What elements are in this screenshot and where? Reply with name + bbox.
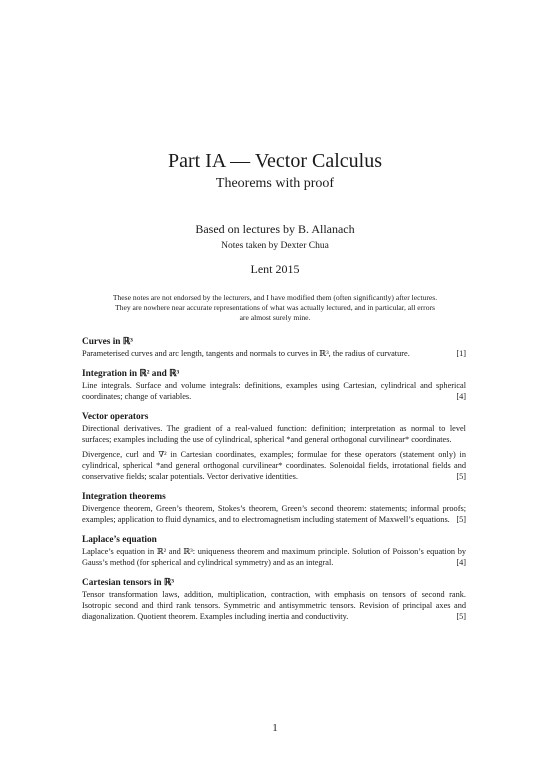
paragraph-text: Line integrals. Surface and volume integrals: definitions, examples using Cartesian, cylindrical and spherical coordinates; change of variables. bbox=[82, 381, 466, 401]
section-body bbox=[82, 423, 466, 482]
notes-by-line: Notes taken by Dexter Chua bbox=[221, 241, 329, 251]
section-curves bbox=[82, 336, 466, 359]
lecture-count: [5] bbox=[456, 515, 466, 524]
term-line: Lent 2015 bbox=[250, 262, 300, 276]
lecture-count: [4] bbox=[456, 558, 466, 567]
section-paragraph bbox=[82, 546, 466, 568]
section-title: Integration in ℝ² and ℝ³ bbox=[82, 369, 180, 379]
paragraph-text: Divergence, curl and ∇² in Cartesian coordinates, examples; formulae for these operators (statement only) in cylindrical, spherical *and general orthogonal curvilinear* coordinates. Solenoidal fields, irrotational fields and conservative fields; scalar potentials. Vector derivative identities. bbox=[82, 450, 466, 481]
section-paragraph bbox=[82, 423, 466, 445]
disclaimer: These notes are not endorsed by the lecturers, and I have modified them (often significantly) after lectures. They are nowhere near accurate representations of what was actually lectured, and in particular, all errors are almost surely mine. bbox=[112, 293, 438, 322]
section-title: Cartesian tensors in ℝ³ bbox=[82, 578, 175, 588]
syllabus-sections bbox=[82, 336, 466, 631]
page-number: 1 bbox=[272, 722, 278, 734]
section-integration bbox=[82, 368, 466, 402]
lecturer-line: Based on lectures by B. Allanach bbox=[195, 222, 355, 236]
paragraph-text: Divergence theorem, Green’s theorem, Stokes’s theorem, Green’s second theorem: statements; informal proofs; examples; application to fluid dynamics, and to electromagnetism including statement of Maxwell’s equations. bbox=[82, 504, 466, 524]
section-laplace bbox=[82, 534, 466, 568]
section-body bbox=[82, 380, 466, 402]
section-body bbox=[82, 348, 466, 359]
section-vector-operators bbox=[82, 411, 466, 482]
section-body bbox=[82, 589, 466, 622]
section-integration-theorems bbox=[82, 491, 466, 525]
doc-title: Part IA — Vector Calculus bbox=[167, 150, 383, 172]
paragraph-text: Parameterised curves and arc length, tangents and normals to curves in ℝ³, the radius of curvature. bbox=[82, 349, 410, 358]
section-tensors bbox=[82, 577, 466, 622]
section-paragraph bbox=[82, 380, 466, 402]
paragraph-text: Directional derivatives. The gradient of a real-valued function: definition; interpretation as normal to level surfaces; examples including the use of cylindrical, spherical *and general orthogonal curvilinear* coordinates. bbox=[82, 424, 466, 444]
section-body bbox=[82, 546, 466, 568]
doc-subtitle: Theorems with proof bbox=[215, 176, 335, 191]
section-paragraph bbox=[82, 449, 466, 482]
section-title: Curves in ℝ³ bbox=[82, 337, 133, 347]
lecture-count: [4] bbox=[456, 392, 466, 401]
paragraph-text: Laplace’s equation in ℝ² and ℝ³: uniqueness theorem and maximum principle. Solution of Poisson’s equation by Gauss’s method (for spherical and cylindrical symmetry) and as an integral. bbox=[82, 547, 466, 567]
section-title: Vector operators bbox=[82, 412, 149, 422]
section-paragraph bbox=[82, 589, 466, 622]
paragraph-text: Tensor transformation laws, addition, multiplication, contraction, with emphasis on tensors of second rank. Isotropic second and third rank tensors. Symmetric and antisymmetric tensors. Revision of principal axes and diagonalization. Quotient theorem. Examples including inertia and conductivity. bbox=[82, 590, 466, 621]
section-body bbox=[82, 503, 466, 525]
lecture-count: [1] bbox=[456, 349, 466, 358]
section-title: Laplace’s equation bbox=[82, 535, 157, 545]
section-paragraph bbox=[82, 503, 466, 525]
section-paragraph bbox=[82, 348, 466, 359]
lecture-count: [5] bbox=[456, 612, 466, 621]
lecture-count: [5] bbox=[456, 472, 466, 481]
section-title: Integration theorems bbox=[82, 492, 166, 502]
